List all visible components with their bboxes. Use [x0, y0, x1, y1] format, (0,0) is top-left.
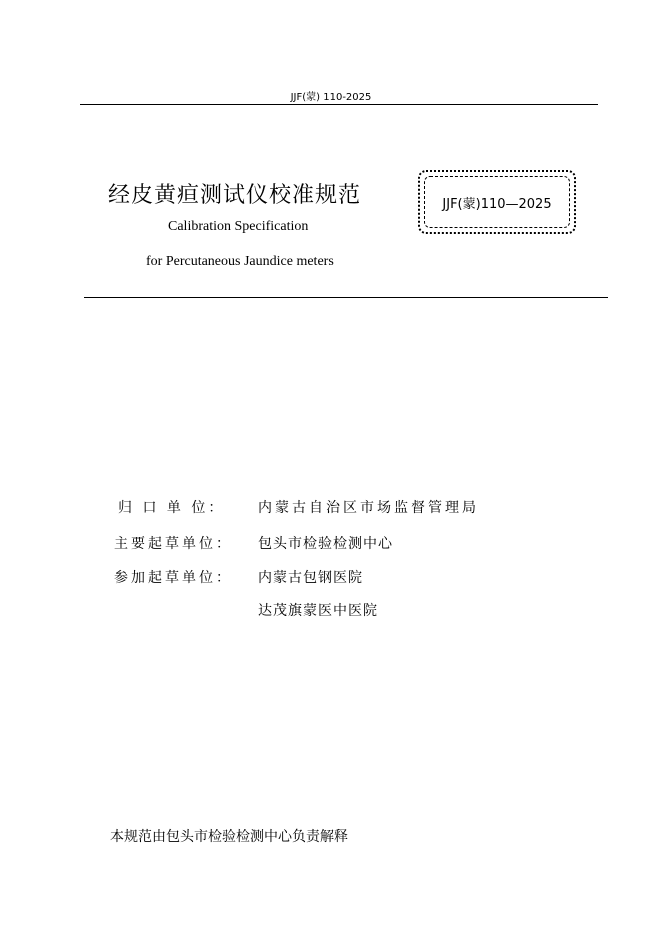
header-divider [80, 104, 598, 105]
title-divider [84, 297, 608, 298]
main-drafter-value: 包头市检验检测中心 [258, 536, 393, 552]
standard-code-box [418, 170, 576, 234]
title-chinese: 经皮黄疸测试仪校准规范 [108, 183, 362, 208]
standard-code: JJF(蒙)110—2025 [442, 196, 552, 212]
responsible-unit-value: 内蒙古自治区市场监督管理局 [258, 500, 479, 516]
participants-label: 参加起草单位： [114, 570, 233, 586]
header-code: JJF(蒙) 110-2025 [290, 92, 372, 103]
title-english-line1: Calibration Specification [168, 219, 309, 234]
title-english-line2: for Percutaneous Jaundice meters [146, 254, 334, 269]
participant-2: 达茂旗蒙医中医院 [258, 603, 378, 619]
responsible-unit-label: 归 口 单 位： [118, 500, 226, 516]
main-drafter-label: 主要起草单位： [114, 536, 233, 552]
interpretation-note: 本规范由包头市检验检测中心负责解释 [110, 829, 348, 845]
participant-1: 内蒙古包钢医院 [258, 570, 363, 586]
